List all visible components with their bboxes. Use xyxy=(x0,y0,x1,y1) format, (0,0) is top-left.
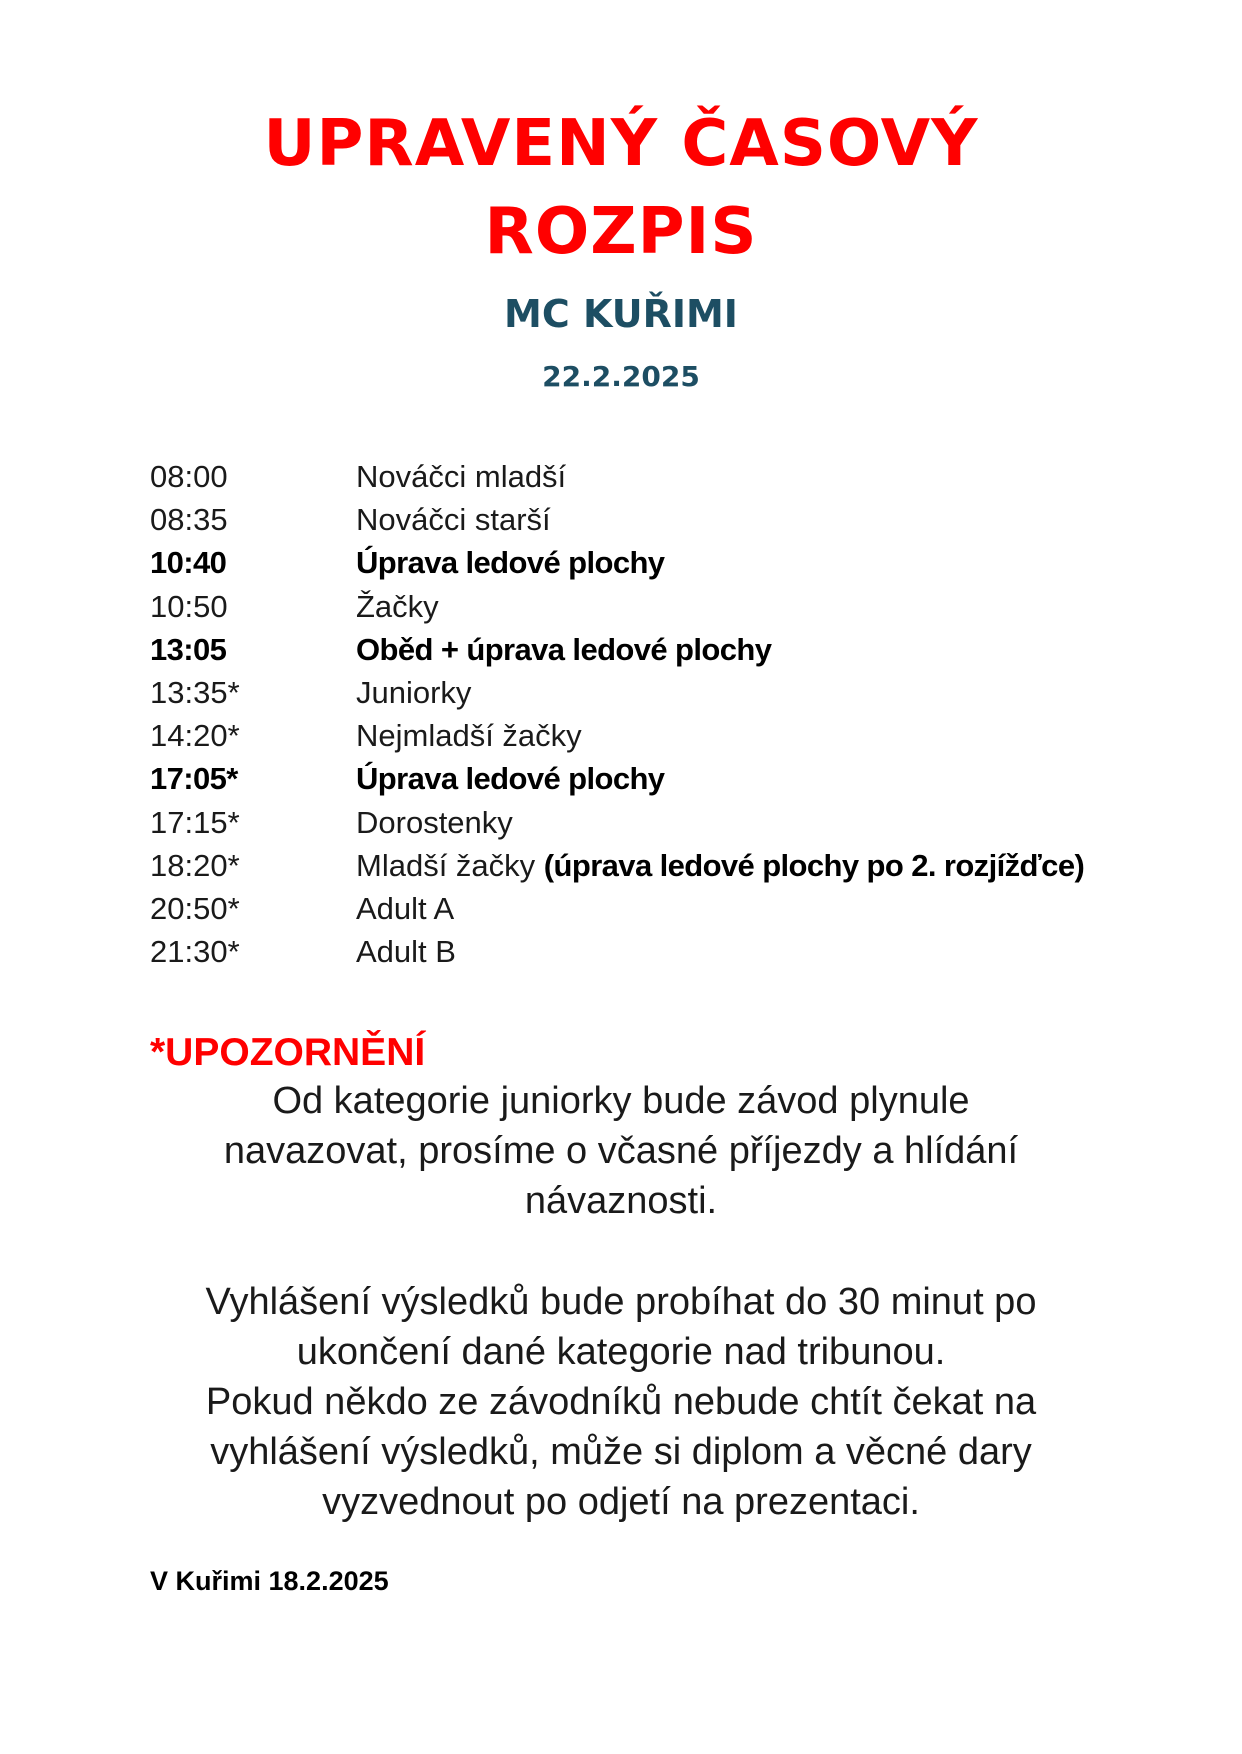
paragraph-line: návaznosti. xyxy=(524,1180,718,1222)
schedule-row xyxy=(150,455,1150,498)
schedule-label: Adult A xyxy=(356,890,455,926)
warning-paragraph-continuity xyxy=(121,1076,1121,1226)
schedule-label-with-note xyxy=(356,844,1084,887)
paragraph-line: vyzvednout po odjetí na prezentaci. xyxy=(322,1481,920,1523)
paragraph-line: vyhlášení výsledků, může si diplom a věcné dary xyxy=(210,1431,1032,1473)
schedule-row xyxy=(150,714,1150,757)
schedule-label: Nejmladší žačky xyxy=(356,718,582,754)
schedule-row xyxy=(150,887,1150,930)
schedule-label: Adult B xyxy=(356,934,456,970)
schedule-time: 08:00 xyxy=(150,459,228,494)
schedule-label: Nováčci mladší xyxy=(356,459,567,494)
schedule-label: Úprava ledové plochy xyxy=(356,761,665,797)
schedule-row xyxy=(150,585,1150,628)
schedule-row-lunch-break xyxy=(150,628,1150,671)
document-title-line-2: ROZPIS xyxy=(484,195,758,269)
schedule-list xyxy=(150,455,1150,973)
paragraph-line: ukončení dané kategorie nad tribunou. xyxy=(296,1331,946,1373)
schedule-time: 10:40 xyxy=(150,545,227,581)
schedule-label: Juniorky xyxy=(356,674,472,710)
paragraph-line: Vyhlášení výsledků bude probíhat do 30 minut po xyxy=(205,1281,1037,1323)
paragraph-line: Od kategorie juniorky bude závod plynule xyxy=(272,1080,970,1122)
schedule-time: 21:30* xyxy=(150,934,240,970)
warning-paragraph-diploma-pickup xyxy=(121,1377,1121,1527)
schedule-row-ice-maintenance xyxy=(150,757,1150,800)
schedule-row xyxy=(150,671,1150,714)
event-date: 22.2.2025 xyxy=(542,360,700,393)
signature-place-date: V Kuřimi 18.2.2025 xyxy=(150,1566,389,1596)
document-title-line-1: UPRAVENÝ ČASOVÝ xyxy=(263,107,979,181)
schedule-row xyxy=(150,930,1150,973)
schedule-label: Úprava ledové plochy xyxy=(356,545,665,581)
schedule-label-text: Mladší žačky xyxy=(356,847,536,883)
warning-heading: *UPOZORNĚNÍ xyxy=(150,1031,426,1074)
schedule-row xyxy=(150,844,1150,887)
schedule-time: 10:50 xyxy=(150,588,228,624)
schedule-label: Oběd + úprava ledové plochy xyxy=(356,631,772,667)
schedule-time: 13:35* xyxy=(150,674,240,710)
schedule-time: 13:05 xyxy=(150,631,227,667)
schedule-time: 14:20* xyxy=(150,718,240,754)
venue-heading: MC KUŘIMI xyxy=(504,292,738,336)
warning-paragraph-results xyxy=(121,1277,1121,1377)
schedule-note: (úprava ledové plochy po 2. rozjížďce) xyxy=(543,847,1085,883)
paragraph-line: navazovat, prosíme o včasné příjezdy a hlídání xyxy=(223,1130,1019,1172)
schedule-label: Žačky xyxy=(356,588,439,624)
schedule-label: Dorostenky xyxy=(356,804,513,840)
schedule-time: 18:20* xyxy=(150,847,240,883)
paragraph-line: Pokud někdo ze závodníků nebude chtít čekat na xyxy=(205,1381,1037,1423)
schedule-time: 17:15* xyxy=(150,804,240,840)
schedule-time: 08:35 xyxy=(150,502,228,538)
schedule-label: Nováčci starší xyxy=(356,502,551,538)
schedule-row-ice-maintenance xyxy=(150,541,1150,584)
schedule-time: 17:05* xyxy=(150,761,238,797)
schedule-row xyxy=(150,801,1150,844)
schedule-row xyxy=(150,498,1150,541)
schedule-time: 20:50* xyxy=(150,890,240,926)
